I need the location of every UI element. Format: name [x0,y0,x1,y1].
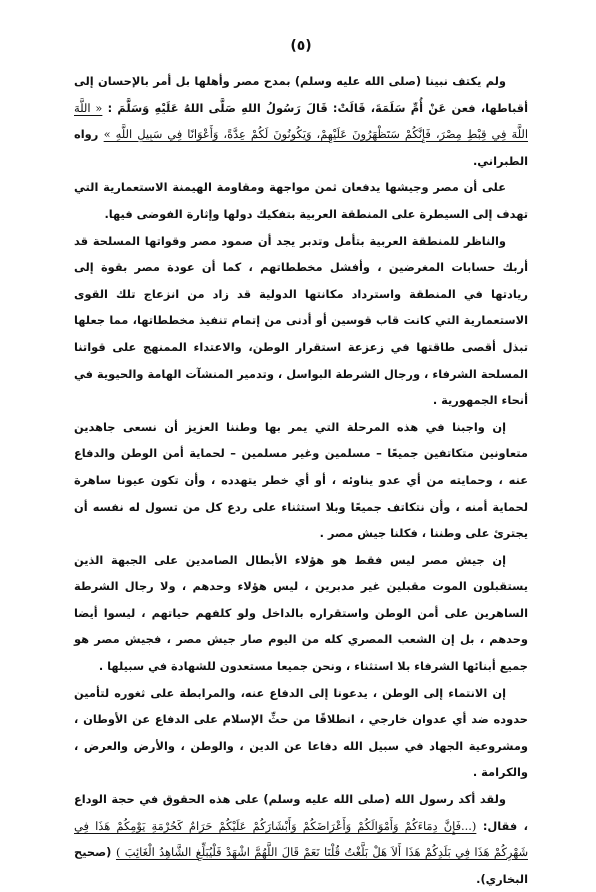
paragraph-text: ولم يكتف نبينا (صلى الله عليه وسلم) بمدح مصر وأهلها بل أمر بالإحسان إلى أقباطها، فعن عَنْ أُمِّ سَلَمَةَ، قَالَتْ: قَالَ رَسُولُ اللهِ صَلَّى اللهُ عَلَيْهِ وَسَلَّمَ : [74,74,528,115]
paragraph-our-duty: إن واجبنا في هذه المرحلة التي يمر بها وطننا العزيز أن نسعى جاهدين متعاونين متكاتفين جميعًا – مسلمين وغير مسلمين – لحماية أمن الوطن والدفاع عنه ، وحمايته من أي عدو يناوئه ، أو أي خطر يتهدده ، وأن تكون عيونا ساهرة لحماية أمنه ، وأن نتكاتف جميعًا وبلا استثناء على ردع كل من تسول له نفسه أن يجترئ على وطننا ، فكلنا جيش مصر . [74,419,528,541]
paragraph-text: ولقد أكد رسول الله (صلى الله عليه وسلم) على هذه الحقوق في حجة الوداع ، فقال: [74,792,529,833]
hadith-quote: (...فَإِنَّ دِمَاءَكُمْ وَأَمْوَالَكُمْ وَأَعْرَاضَكُمْ وَأَبْشَارَكُمْ عَلَيْكُمْ حَرَامٌ كَحُرْمَةِ يَوْمِكُمْ هَذَا فِي شَهْرِكُمْ هَذَا فِي بَلَدِكُمْ هَذَا أَلاَ هَلْ بَلَّغْتُ قُلْنَا نَعَمْ قَالَ اللَّهُمَّ اشْهَدْ فَلْيُبَلِّغِ الشَّاهِدُ الْغَائِبَ ) [74,818,528,860]
hadith-quote: « اللَّهَ اللَّهَ فِي قِبْطِ مِصْرَ، فَإِنَّكُمْ سَتَظْهَرُونَ عَلَيْهِمْ، وَيَكُونُونَ لَكُمْ عِدَّةً، وَأَعْوَانًا فِي سَبِيلِ اللَّهِ » [74,100,529,142]
page-number: (٥) [290,38,312,54]
paragraph-text: (صحيح البخاري). [74,845,528,886]
paragraph-farewell-pilgrimage [74,786,528,892]
document-page [74,38,528,892]
paragraph-text: رواه الطبراني. [74,127,528,168]
paragraph-belonging: إن الانتماء إلى الوطن ، يدعونا إلى الدفاع عنه، والمرابطة على ثغوره لتأمين حدوده ضد أي عدوان خارجي ، انطلاقًا من حثِّ الإسلام على الدفاع عن الأوطان ، ومشروعية الجهاد في سبيل الله دفاعا عن الدين ، والوطن ، والأرض والعرض ، والكرامة . [74,685,528,780]
paragraph-army-of-egypt: إن جيش مصر ليس فقط هو هؤلاء الأبطال الصامدين على الجبهة الذين يستقبلون الموت مقبلين غير مدبرين ، ليس هؤلاء وحدهم ، ولا رجال الشرطة الساهرين على أمن الوطن واستقراره بالداخل ولو كلفهم حياتهم ، ليسوا أيضا وحدهم ، بل إن الشعب المصري كله من اليوم صار جيش مصر ، فجيش مصر هو جميع أبنائها الشرفاء بلا استثناء ، ونحن جميعا مستعدون للشهادة في سبيلها . [74,552,528,674]
paragraph-copts-hadith [74,68,528,174]
paragraph-regional-observer: والناظر للمنطقة العربية بتأمل وتدبر يجد أن صمود مصر وقواتها المسلحة قد أربك حسابات المغرضين ، وأفشل مخططاتهم ، كما أن عودة مصر بقوة إلى ريادتها في المنطقة واسترداد مكانتها الدولية قد زاد من انزعاج تلك القوى الاستعمارية التي كانت قاب قوسين أو أدنى من إتمام تنفيذ مخططاتها، مما جعلها تبذل أقصى طاقتها في زعزعة استقرار الوطن، والاعتداء الممنهج على قواتنا المسلحة الشرفاء ، ورجال الشرطة البواسل ، وتدمير المنشآت الهامة والحيوية في أنحاء الجمهورية . [74,233,528,408]
paragraph-price-of-resistance: على أن مصر وجيشها يدفعان ثمن مواجهة ومقاومة الهيمنة الاستعمارية التي تهدف إلى السيطرة على المنطقة العربية بتفكيك دولها وإثارة الفوضى فيها. [74,180,528,221]
